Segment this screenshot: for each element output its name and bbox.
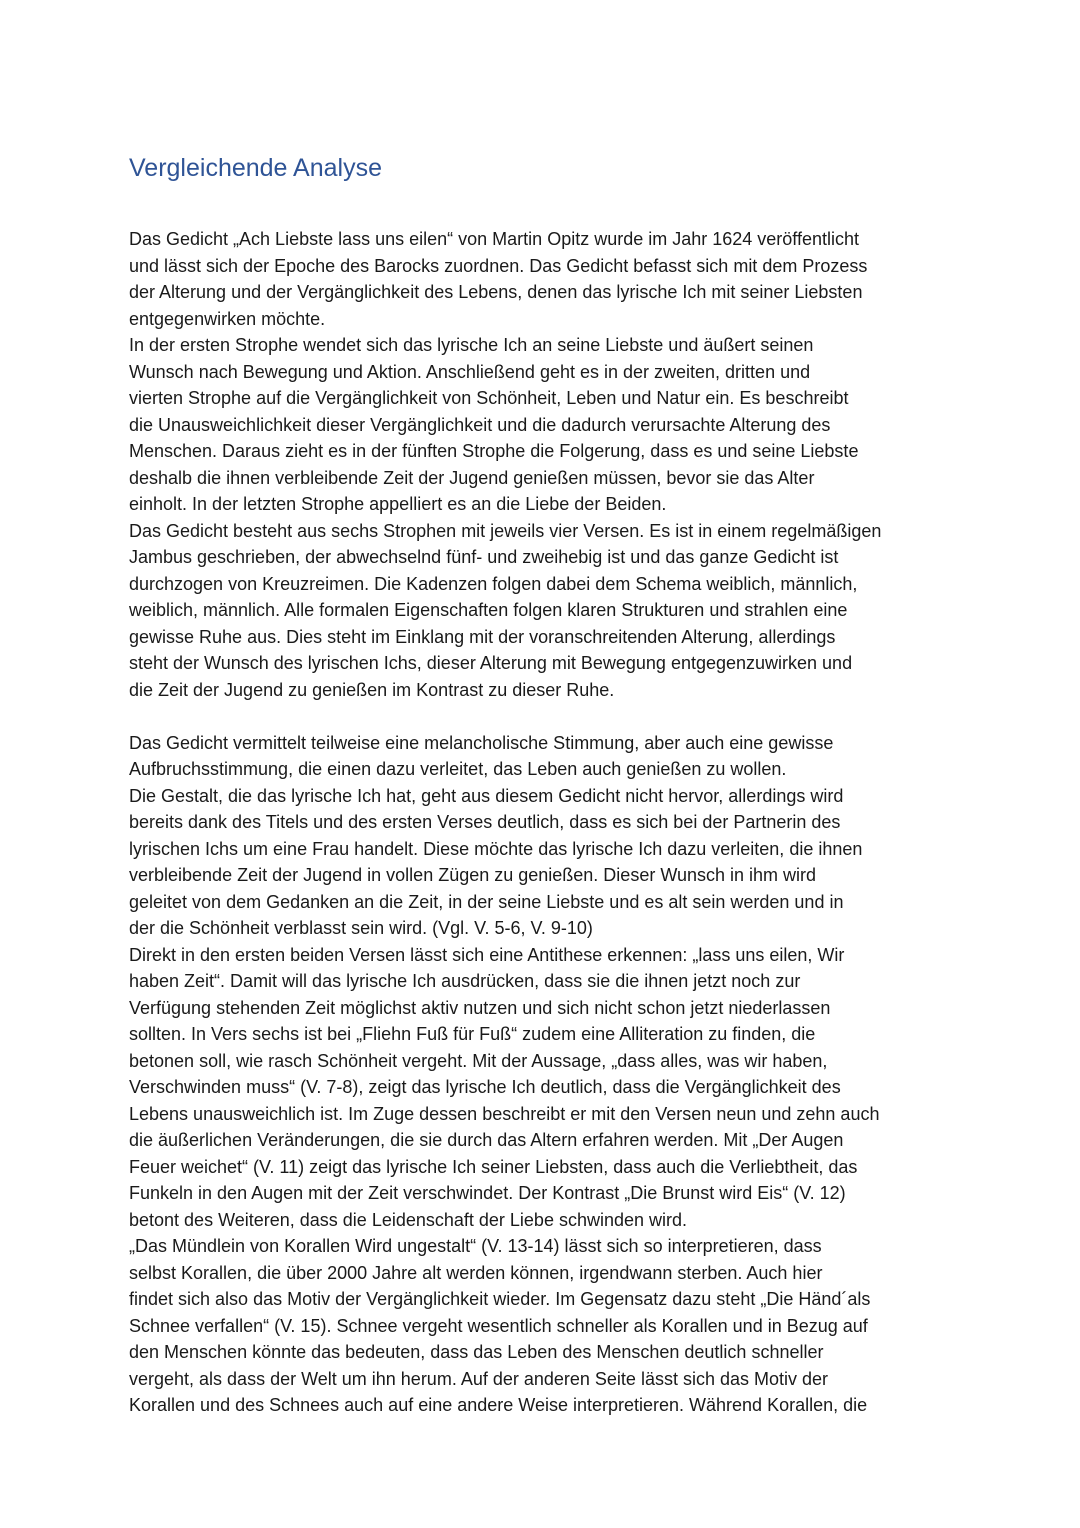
document-page: [129, 150, 959, 1419]
text-line: Feuer weichet“ (V. 11) zeigt das lyrische Ich seiner Liebsten, dass auch die Verliebtheit, das: [129, 1156, 858, 1177]
text-line: Jambus geschrieben, der abwechselnd fünf- und zweihebig ist und das ganze Gedicht ist: [129, 547, 839, 567]
text-line: vergeht, als dass der Welt um ihn herum. Auf der anderen Seite lässt sich das Motiv der: [129, 1368, 829, 1389]
text-line: Menschen. Daraus zieht es in der fünften Strophe die Folgerung, dass es und seine Liebste: [129, 441, 859, 461]
text-line: die äußerlichen Veränderungen, die sie durch das Altern erfahren werden. Mit „Der Augen: [129, 1130, 844, 1150]
text-line: selbst Korallen, die über 2000 Jahre alt werden können, irgendwann sterben. Auch hier: [129, 1262, 823, 1283]
text-line: einholt. In der letzten Strophe appelliert es an die Liebe der Beiden.: [129, 494, 667, 514]
text-line: Funkeln in den Augen mit der Zeit verschwindet. Der Kontrast „Die Brunst wird Eis“ (V. 12): [129, 1183, 846, 1203]
text-line: entgegenwirken möchte.: [129, 308, 326, 329]
text-line: Verfügung stehenden Zeit möglichst aktiv nutzen und sich nicht schon jetzt niederlassen: [129, 997, 831, 1018]
document-heading: Vergleichende Analyse: [129, 154, 382, 182]
text-block: [129, 226, 959, 703]
text-line: Schnee verfallen“ (V. 15). Schnee vergeht wesentlich schneller als Korallen und in Bezug auf: [129, 1315, 868, 1336]
text-line: Verschwinden muss“ (V. 7-8), zeigt das lyrische Ich deutlich, dass die Vergänglichkeit des: [129, 1077, 841, 1097]
text-line: Korallen und des Schnees auch auf eine andere Weise interpretieren. Während Korallen, die: [129, 1395, 868, 1415]
text-line: betonen soll, wie rasch Schönheit vergeht. Mit der Aussage, „dass alles, was wir haben,: [129, 1050, 828, 1071]
text-line: Aufbruchsstimmung, die einen dazu verleitet, das Leben auch genießen zu wollen.: [129, 759, 787, 779]
text-line: der Alterung und der Vergänglichkeit des Lebens, denen das lyrische Ich mit seiner Liebsten: [129, 282, 863, 302]
text-line: Das Gedicht „Ach Liebste lass uns eilen“ von Martin Opitz wurde im Jahr 1624 veröffentlicht: [129, 229, 860, 249]
text-line: Wunsch nach Bewegung und Aktion. Anschließend geht es in der zweiten, dritten und: [129, 361, 811, 382]
text-line: deshalb die ihnen verbleibende Zeit der Jugend genießen müssen, bevor sie das Alter: [129, 467, 815, 488]
text-line: betont des Weiteren, dass die Leidenschaft der Liebe schwinden wird.: [129, 1209, 688, 1230]
text-line: und lässt sich der Epoche des Barocks zuordnen. Das Gedicht befasst sich mit dem Prozess: [129, 255, 868, 276]
text-line: findet sich also das Motiv der Vergänglichkeit wieder. Im Gegensatz dazu steht „Die Händ´als: [129, 1289, 871, 1309]
text-line: der die Schönheit verblasst sein wird. (Vgl. V. 5-6, V. 9-10): [129, 918, 593, 938]
text-line: In der ersten Strophe wendet sich das lyrische Ich an seine Liebste und äußert seinen: [129, 335, 814, 355]
text-line: „Das Mündlein von Korallen Wird ungestalt“ (V. 13-14) lässt sich so interpretieren, dass: [129, 1236, 822, 1256]
document-body: [129, 226, 959, 1419]
text-line: die Zeit der Jugend zu genießen im Kontrast zu dieser Ruhe.: [129, 679, 615, 700]
text-line: gewisse Ruhe aus. Dies steht im Einklang mit der voranschreitenden Alterung, allerdings: [129, 626, 836, 647]
text-line: verbleibende Zeit der Jugend in vollen Zügen zu genießen. Dieser Wunsch in ihm wird: [129, 865, 817, 885]
text-line: steht der Wunsch des lyrischen Ichs, dieser Alterung mit Bewegung entgegenzuwirken und: [129, 653, 853, 673]
text-line: Lebens unausweichlich ist. Im Zuge dessen beschreibt er mit den Versen neun und zehn auch: [129, 1103, 880, 1124]
text-line: bereits dank des Titels und des ersten Verses deutlich, dass es sich bei der Partnerin des: [129, 812, 841, 832]
paragraph-gap: [129, 703, 959, 730]
text-line: durchzogen von Kreuzreimen. Die Kadenzen folgen dabei dem Schema weiblich, männlich,: [129, 573, 858, 594]
text-line: sollten. In Vers sechs ist bei „Fliehn Fuß für Fuß“ zudem eine Alliteration zu finden, die: [129, 1024, 816, 1044]
text-line: Direkt in den ersten beiden Versen lässt sich eine Antithese erkennen: „lass uns eilen, Wir: [129, 944, 845, 965]
text-line: geleitet von dem Gedanken an die Zeit, in der seine Liebste und es alt sein werden und in: [129, 891, 844, 912]
text-line: lyrischen Ichs um eine Frau handelt. Diese möchte das lyrische Ich dazu verleiten, die ihnen: [129, 838, 863, 859]
text-line: haben Zeit“. Damit will das lyrische Ich ausdrücken, dass sie die ihnen jetzt noch zur: [129, 971, 801, 991]
text-line: vierten Strophe auf die Vergänglichkeit von Schönheit, Leben und Natur ein. Es beschreibt: [129, 388, 849, 408]
text-line: die Unausweichlichkeit dieser Vergänglichkeit und die dadurch verursachte Alterung des: [129, 414, 831, 435]
text-line: Die Gestalt, die das lyrische Ich hat, geht aus diesem Gedicht nicht hervor, allerdings wird: [129, 785, 844, 806]
text-line: Das Gedicht besteht aus sechs Strophen mit jeweils vier Versen. Es ist in einem regelmäßigen: [129, 520, 882, 541]
text-block: [129, 730, 959, 1419]
text-line: den Menschen könnte das bedeuten, dass das Leben des Menschen deutlich schneller: [129, 1342, 824, 1362]
text-line: Das Gedicht vermittelt teilweise eine melancholische Stimmung, aber auch eine gewisse: [129, 732, 834, 753]
text-line: weiblich, männlich. Alle formalen Eigenschaften folgen klaren Strukturen und strahlen eine: [129, 600, 848, 620]
